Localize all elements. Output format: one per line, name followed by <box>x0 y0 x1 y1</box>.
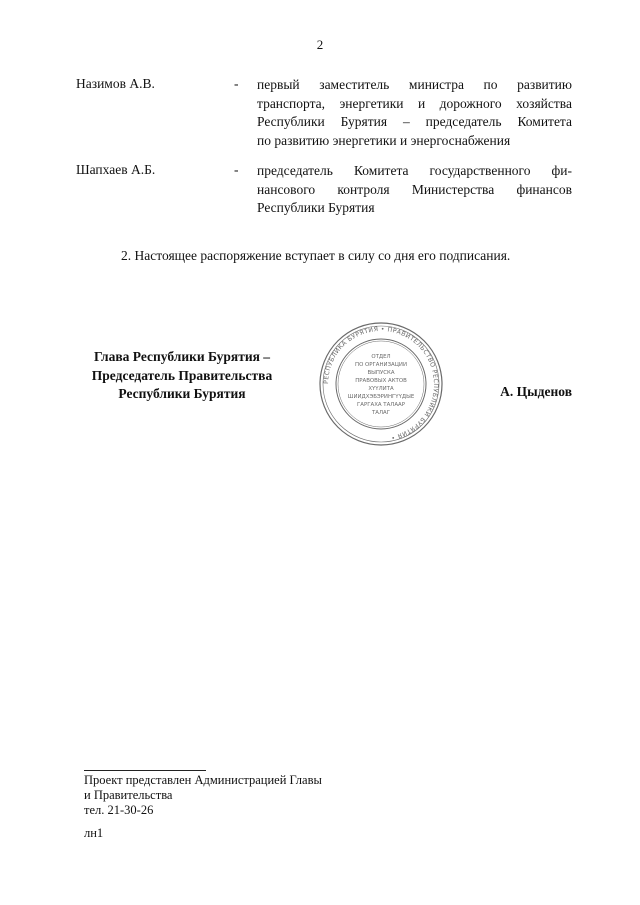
member-row <box>76 162 572 218</box>
seal-center-line: ПО ОРГАНИЗАЦИИ <box>355 362 407 368</box>
page-number: 2 <box>316 37 324 52</box>
seal-center-line: ХҮҮЛИТА <box>368 386 394 392</box>
member-dash: - <box>234 162 239 177</box>
member-dash: - <box>234 76 239 91</box>
signatory-name: А. Цыденов <box>500 384 572 399</box>
footnote-line: Проект представлен Администрацией Главы <box>84 773 322 787</box>
seal-center-line: ШИИДХЭБЭРИНГҮҮДЫЕ <box>347 394 415 400</box>
footnote-line: и Правительства <box>84 788 173 802</box>
seal-center-line: ПРАВОВЫХ АКТОВ <box>355 378 407 384</box>
seal-stamp-icon <box>318 322 444 446</box>
member-role-line: транспорта, энергетики и дорожного хозяйства <box>257 95 572 111</box>
seal-center-line: ТАЛАГ <box>371 410 391 416</box>
member-role <box>257 76 572 150</box>
footnote <box>84 773 322 818</box>
member-role-line: по развитию энергетики и энергоснабжения <box>257 132 511 148</box>
document-code: лн1 <box>84 826 104 840</box>
footnote-line: тел. 21-30-26 <box>84 803 154 817</box>
seal-center-line: ОТДЕЛ <box>371 354 391 360</box>
clause-2: 2. Настоящее распоряжение вступает в силу со дня его подписания. <box>121 248 511 263</box>
seal-center-line: ГАРГАХА ТАЛААР <box>357 402 405 408</box>
member-name: Назимов А.В. <box>76 76 155 91</box>
signatory-position <box>82 348 282 404</box>
member-role-line: Республики Бурятия <box>257 200 375 215</box>
member-role-line: Республики Бурятия – председатель Комитета <box>257 114 572 129</box>
footnote-divider <box>84 770 206 771</box>
seal-center-line: ВЫПУСКА <box>367 370 395 376</box>
signatory-position-line: Республики Бурятия <box>118 386 246 401</box>
signatory-position-line: Глава Республики Бурятия – <box>93 349 271 364</box>
seal-ring-text: РЕСПУБЛИКА БУРЯТИЯ • ПРАВИТЕЛЬСТВО РЕСПУБЛИКИ БУРЯТИЯ • <box>322 325 440 442</box>
member-role-line: первый заместитель министра по развитию <box>257 77 572 92</box>
member-role-line: председатель Комитета государственного фи- <box>257 163 572 178</box>
member-role-line: нансового контроля Министерства финансов <box>257 181 572 197</box>
signatory-position-line: Председатель Правительства <box>91 367 273 383</box>
member-role <box>257 162 572 218</box>
official-seal <box>318 322 444 446</box>
member-name: Шапхаев А.Б. <box>76 162 156 177</box>
member-row <box>76 76 572 150</box>
